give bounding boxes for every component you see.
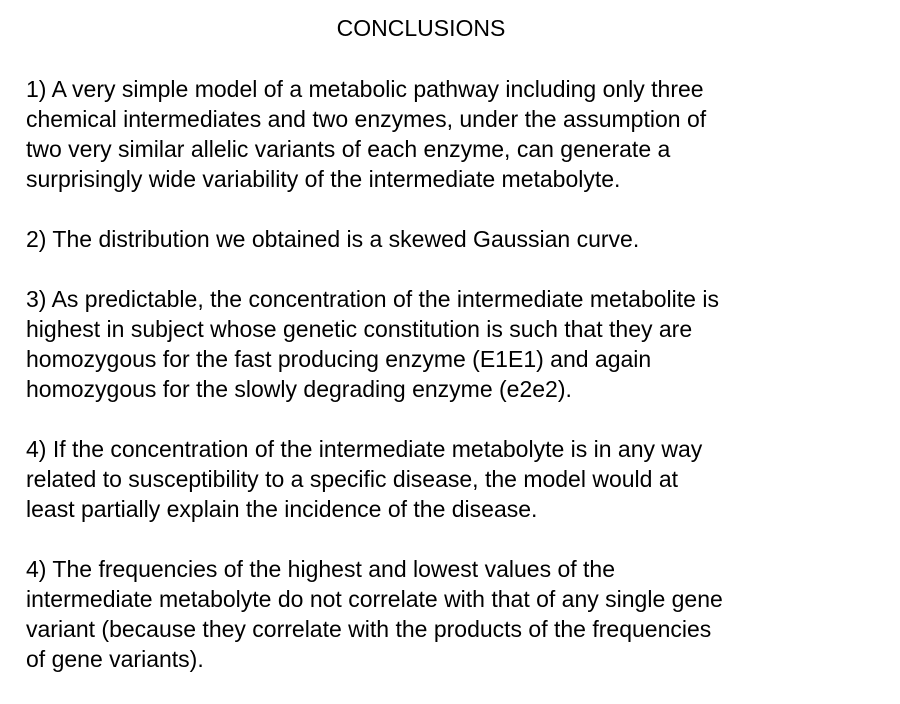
text-line: homozygous for the fast producing enzyme (E1E1) and again <box>26 346 652 372</box>
conclusion-point-4 <box>26 434 886 524</box>
text-line: of gene variants). <box>26 646 204 672</box>
text-line: related to susceptibility to a specific disease, the model would at <box>26 466 679 492</box>
text-line: intermediate metabolyte do not correlate with that of any single gene <box>26 586 723 612</box>
conclusion-point-5 <box>26 554 886 674</box>
text-line: 4) The frequencies of the highest and lowest values of the <box>26 556 616 582</box>
text-line: 1) A very simple model of a metabolic pathway including only three <box>26 76 704 102</box>
text-line: least partially explain the incidence of the disease. <box>26 496 538 522</box>
text-line: chemical intermediates and two enzymes, under the assumption of <box>26 106 707 132</box>
text-line: homozygous for the slowly degrading enzyme (e2e2). <box>26 376 572 402</box>
text-line: highest in subject whose genetic constitution is such that they are <box>26 316 693 342</box>
conclusions-list <box>26 74 886 704</box>
text-line: variant (because they correlate with the products of the frequencies <box>26 616 712 642</box>
conclusion-point-1 <box>26 74 886 194</box>
slide-title: CONCLUSIONS <box>336 15 506 41</box>
text-line: 2) The distribution we obtained is a skewed Gaussian curve. <box>26 226 640 252</box>
text-line: 4) If the concentration of the intermediate metabolyte is in any way <box>26 436 703 462</box>
text-line: two very similar allelic variants of each enzyme, can generate a <box>26 136 671 162</box>
text-line: surprisingly wide variability of the intermediate metabolyte. <box>26 166 621 192</box>
conclusion-point-2 <box>26 224 886 254</box>
conclusion-point-3 <box>26 284 886 404</box>
text-line: 3) As predictable, the concentration of the intermediate metabolite is <box>26 286 719 312</box>
